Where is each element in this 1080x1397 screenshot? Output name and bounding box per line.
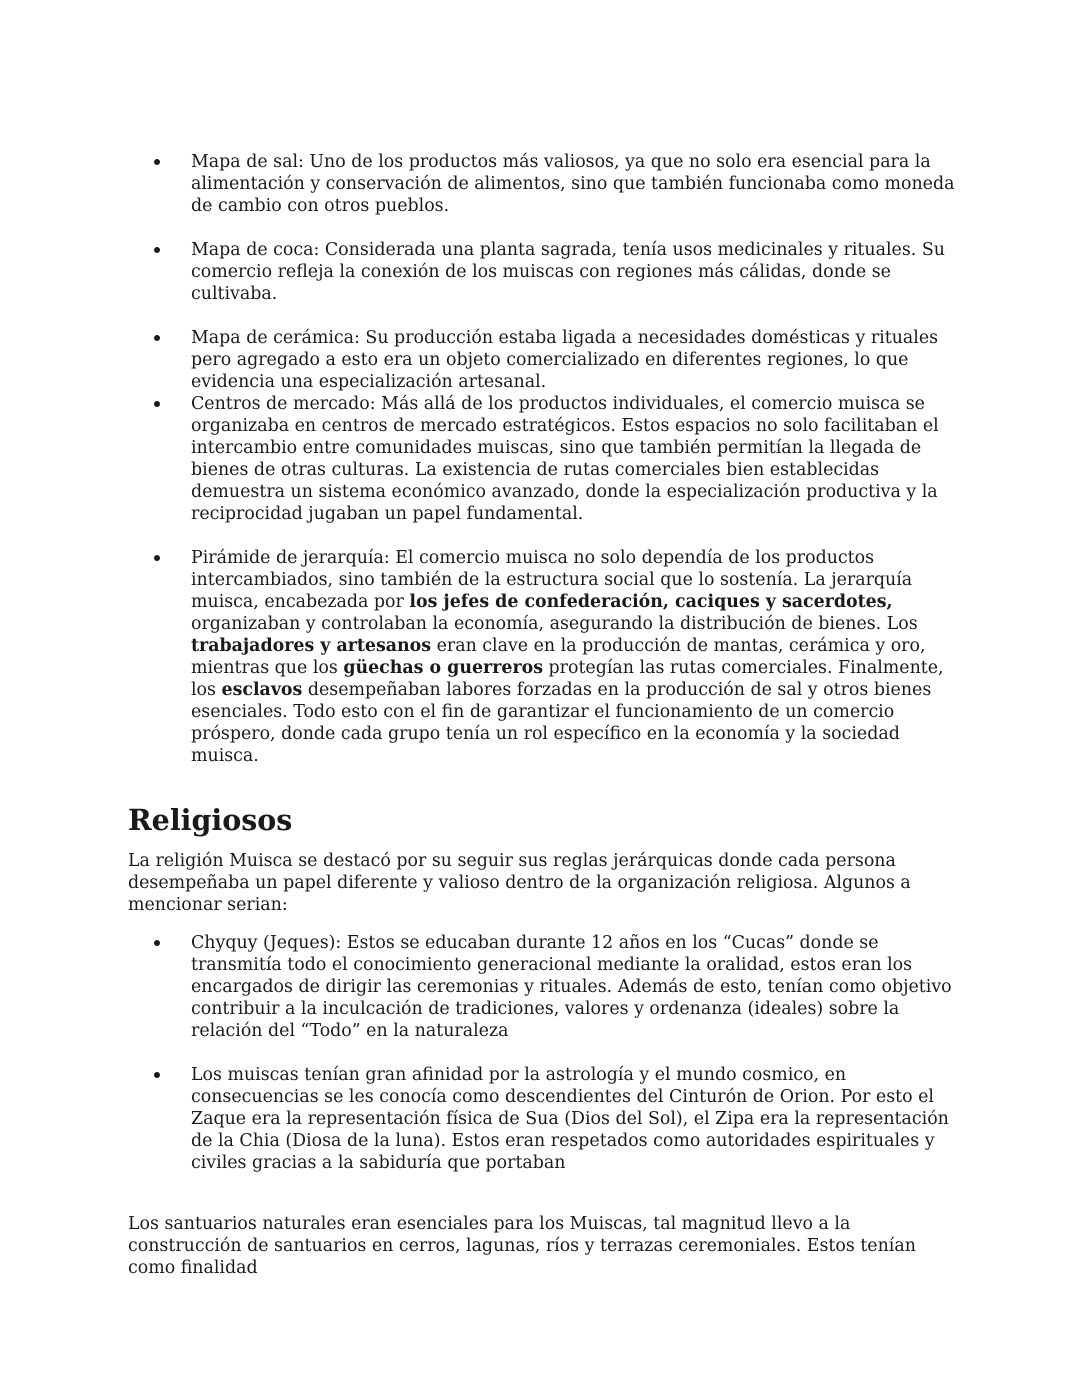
religious-closing-paragraph: Los santuarios naturales eran esenciales para los Muiscas, tal magnitud llevo a la construcción de santuarios en cerros, lagunas, ríos y terrazas ceremoniales. Estos tenían como finalidad — [128, 1214, 916, 1278]
commerce-list — [128, 151, 958, 767]
jerarquia-bold-trabajadores: trabajadores y artesanos — [191, 636, 432, 656]
list-item-ceramica: Mapa de cerámica: Su producción estaba ligada a necesidades domésticas y rituales pero agregado a esto era un objeto comercializado en diferentes regiones, lo que evidencia una especialización artesanal. — [128, 327, 958, 393]
list-item-jerarquia — [128, 547, 958, 767]
jerarquia-text-3: eran clave en la producción de mantas, cerámica y oro, mientras que los — [191, 636, 926, 678]
religious-intro-paragraph: La religión Muisca se destacó por su seguir sus reglas jerárquicas donde cada persona desempeñaba un papel diferente y valioso dentro de la organización religiosa. Algunos a mencionar serian: — [128, 851, 911, 915]
section-heading-religiosos: Religiosos — [128, 803, 293, 837]
list-item-coca: Mapa de coca: Considerada una planta sagrada, tenía usos medicinales y rituales. Su comercio refleja la conexión de los muiscas con regiones más cálidas, donde se cultivaba. — [128, 239, 958, 305]
jerarquia-text-1: Pirámide de jerarquía: El comercio muisca no solo dependía de los productos intercambiados, sino también de la estructura social que lo sostenía. La jerarquía muisca, encabezada por — [191, 548, 913, 612]
list-item-mercado: Centros de mercado: Más allá de los productos individuales, el comercio muisca se organizaba en centros de mercado estratégicos. Estos espacios no solo facilitaban el intercambio entre comunidades muiscas, sino que también permitían la llegada de bienes de otras culturas. La existencia de rutas comerciales bien establecidas demuestra un sistema económico avanzado, donde la especialización productiva y la reciprocidad jugaban un papel fundamental. — [128, 393, 958, 525]
religious-list — [128, 932, 958, 1174]
jerarquia-bold-esclavos: esclavos — [221, 680, 303, 700]
jerarquia-text-4: protegían las rutas comerciales. Finalmente, los — [191, 658, 944, 700]
list-item-astrologia: Los muiscas tenían gran afinidad por la astrología y el mundo cosmico, en consecuencias se les conocía como descendientes del Cinturón de Orion. Por esto el Zaque era la representación física de Sua (Dios del Sol), el Zipa era la representación de la Chia (Diosa de la luna). Estos eran respetados como autoridades espirituales y civiles gracias a la sabiduría que portaban — [128, 1064, 958, 1174]
list-item-chyquy: Chyquy (Jeques): Estos se educaban durante 12 años en los “Cucas” donde se transmitía todo el conocimiento generacional mediante la oralidad, estos eran los encargados de dirigir las ceremonias y rituales. Además de esto, tenían como objetivo contribuir a la inculcación de tradiciones, valores y ordenanza (ideales) sobre la relación del “Todo” en la naturaleza — [128, 932, 958, 1042]
jerarquia-text-2: organizaban y controlaban la economía, asegurando la distribución de bienes. Los — [191, 614, 918, 634]
jerarquia-bold-jefes: los jefes de confederación, caciques y sacerdotes, — [409, 592, 893, 612]
jerarquia-bold-guechas: güechas o guerreros — [343, 658, 543, 678]
list-item-sal: Mapa de sal: Uno de los productos más valiosos, ya que no solo era esencial para la alimentación y conservación de alimentos, sino que también funcionaba como moneda de cambio con otros pueblos. — [128, 151, 958, 217]
jerarquia-text-5: desempeñaban labores forzadas en la producción de sal y otros bienes esenciales. Todo esto con el fin de garantizar el funcionamiento de un comercio próspero, donde cada grupo tenía un rol específico en la economía y la sociedad muisca. — [191, 680, 932, 766]
